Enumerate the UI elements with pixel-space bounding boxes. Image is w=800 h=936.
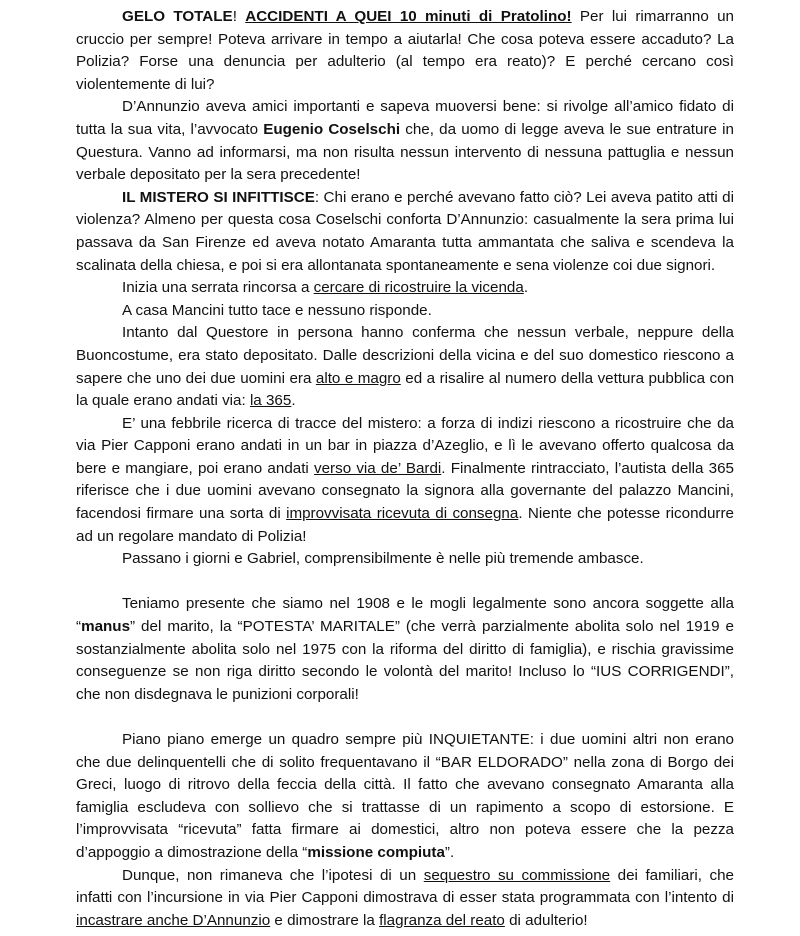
paragraph-sequestro — [76, 865, 734, 933]
text-run: A casa Mancini tutto tace e nessuno risponde. — [122, 301, 432, 319]
emphasized-text: improvvisata ricevuta di consegna — [286, 505, 519, 523]
emphasized-text: cercare di ricostruire la vicenda — [313, 279, 524, 297]
text-run: . Finalmente rintracciato, l’autista della 365 riferisce che i due uomini avevano consegnato la signora alla governante del palazzo Mancini, facendosi firmare una sorta di — [76, 459, 734, 523]
text-run: ed a risalire al numero della vettura pubblica con la quale erano andati via: — [76, 369, 735, 410]
text-run: dei familiari, che infatti con l’incursione in via Pier Capponi dimostrava di esser stata programmata con l’intento di — [76, 866, 734, 907]
text-run: ” del marito, la “POTESTA’ MARITALE” (che verrà parzialmente abolita solo nel 1919 e sostanzialmente abolita solo nel 1975 con la riforma del diritto di famiglia), e rischia gravissime conseguenze se non riga diritto secondo le volontà del marito! Incluso lo “IUS CORRIGENDI”, che non disdegnava le punizioni corporali! — [76, 618, 734, 703]
emphasized-text: flagranza del reato — [379, 911, 505, 929]
emphasized-text: missione compiuta — [307, 843, 445, 861]
paragraph-coselschi — [76, 96, 734, 186]
text-run: : Chi erano e perché avevano fatto ciò? Lei aveva patito atti di violenza? Almeno per questa cosa Coselschi conforta D’Annunzio: casualmente la sera prima lui passava da San Firenze ed aveva notato Amaranta tutta ammantata che saliva e scendeva la scalinata della chiesa, e poi si era allontanata spontaneamente e sena violenze coi due signori. — [76, 188, 735, 274]
emphasized-text: IL MISTERO SI INFITTISCE — [122, 188, 315, 206]
emphasized-text: incastrare anche D’Annunzio — [76, 911, 271, 929]
text-run: Inizia una serrata rincorsa a — [122, 279, 314, 297]
text-run: Intanto dal Questore in persona hanno conferma che nessun verbale, neppure della Buoncostume, era stato depositato. Dalle descrizioni della vicina e del suo domestico riescono a sapere che uno dei due uomini era — [76, 324, 734, 387]
text-run: Passano i giorni e Gabriel, comprensibilmente è nelle più tremende ambasce. — [122, 550, 644, 568]
emphasized-text: la 365 — [249, 392, 292, 410]
text-run: che, da uomo di legge aveva le sue entrature in Questura. Vanno ad informarsi, ma non risulta nessun intervento di nessuna pattuglia e nessun verbale depositato per la sera precedente! — [76, 120, 734, 184]
text-run: D’Annunzio aveva amici importanti e sapeva muoversi bene: si rivolge all’amico fidato di tutta la sua vita, l’avvocato — [76, 98, 734, 138]
emphasized-text: alto e magro — [315, 369, 401, 387]
text-run: ! — [232, 8, 246, 25]
text-run: Dunque, non rimaneva che l’ipotesi di un — [122, 866, 424, 884]
paragraph-questore — [76, 322, 734, 412]
text-run: . — [523, 279, 529, 297]
emphasized-text: ACCIDENTI A QUEI 10 minuti di Pratolino! — [245, 8, 572, 25]
text-run: . — [291, 392, 296, 410]
paragraph-potesta-maritale — [76, 593, 734, 706]
emphasized-text: GELO TOTALE — [122, 8, 233, 25]
text-run: ”. — [444, 843, 455, 861]
paragraph-rincorsa — [76, 277, 734, 300]
text-run: . Niente che potesse ricondurre ad un regolare mandato di Polizia! — [76, 505, 734, 545]
paragraph-ricerca — [76, 413, 734, 549]
text-run: e dimostrare la — [270, 911, 380, 929]
text-run: Per lui rimarranno un cruccio per sempre! Poteva arrivare in tempo a aiutarla! Che cosa poteva essere accaduto? La Polizia? Forse una denuncia per adulterio (al tempo era reato)? E perché cercano così violentemente di lui? — [76, 8, 734, 93]
paragraph-gelo-totale — [76, 6, 734, 96]
paragraph-inquietante — [76, 729, 734, 865]
text-run: di adulterio! — [504, 911, 588, 929]
text-run: Piano piano emerge un quadro sempre più INQUIETANTE: i due uomini altri non erano che due delinquentelli che di solito frequentavano il “BAR ELDORADO” nella zona di Borgo dei Greci, luogo di ritrovo della feccia della città. Il fatto che avevano consegnato Amaranta alla famiglia escludeva con sollievo che si trattasse di un rapimento a scopo di estorsione. E l’improvvisata “ricevuta” fatta firmare ai domestici, altro non poteva essere che la pezza d’appoggio a dimostrazione della “ — [76, 731, 734, 861]
text-run: Teniamo presente che siamo nel 1908 e le mogli legalmente sono ancora soggette alla “ — [76, 595, 734, 636]
emphasized-text: Eugenio Coselschi — [263, 120, 401, 138]
paragraph-ambasce — [76, 548, 734, 571]
emphasized-text: verso via de’ Bardi — [314, 459, 442, 477]
text-run: E’ una febbrile ricerca di tracce del mistero: a forza di indizi riescono a ricostruire che da via Pier Capponi erano andati in un bar in piazza d’Azeglio, e lì le avevano offerto qualcosa da bere e mangiare, poi erano andati — [76, 414, 734, 477]
paragraph-mistero — [76, 187, 734, 277]
emphasized-text: manus — [81, 618, 131, 636]
paragraph-casa-mancini — [76, 300, 734, 323]
emphasized-text: sequestro su commissione — [423, 866, 611, 884]
